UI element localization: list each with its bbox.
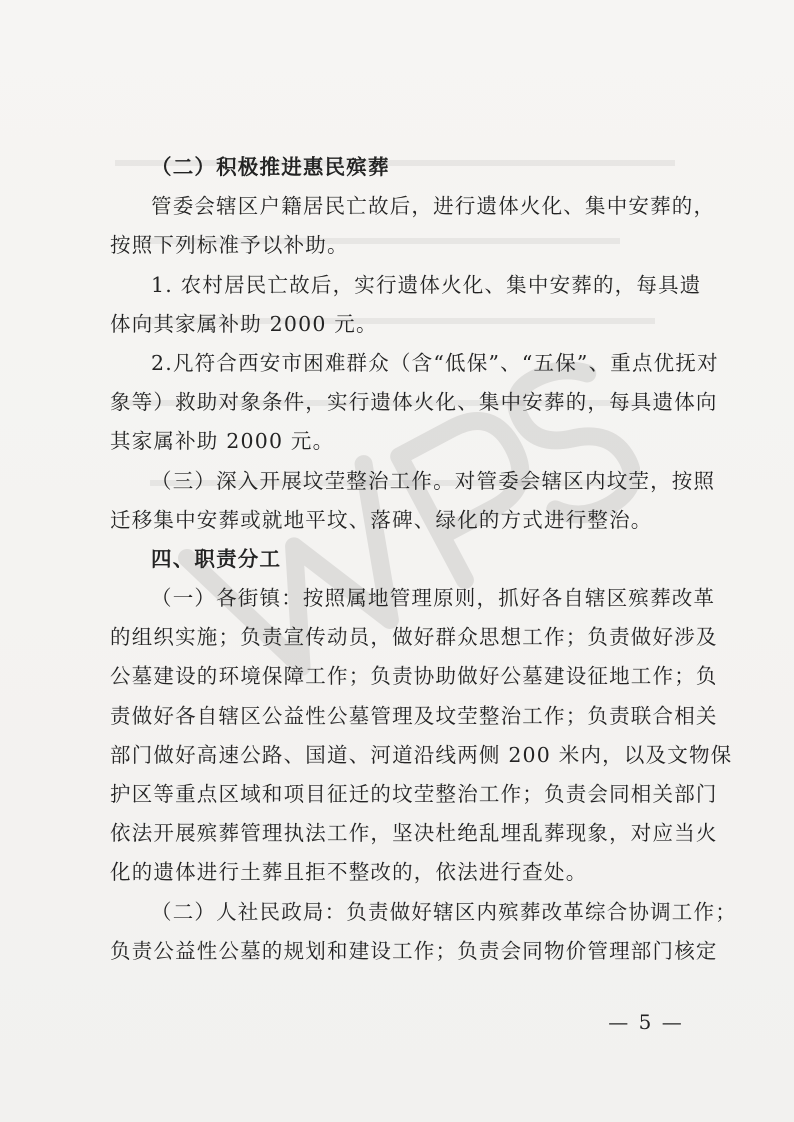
paragraph-line: 按照下列标准予以补助。 bbox=[110, 233, 349, 258]
section-heading-benefit-funeral: （二）积极推进惠民殡葬 bbox=[151, 155, 390, 179]
paragraph-line: 体向其家属补助 2000 元。 bbox=[110, 311, 378, 336]
paragraph-line: （三）深入开展坟茔整治工作。对管委会辖区内坟茔，按照 bbox=[151, 468, 716, 493]
paragraph-line: 迁移集中安葬或就地平坟、落碑、绿化的方式进行整治。 bbox=[110, 507, 653, 532]
paragraph-line: 2.凡符合西安市困难群众（含“低保”、“五保”、重点优抚对 bbox=[151, 350, 719, 375]
paragraph-line: 1. 农村居民亡故后，实行遗体火化、集中安葬的，每具遗 bbox=[151, 272, 702, 297]
paragraph-line: 其家属补助 2000 元。 bbox=[110, 429, 335, 454]
paragraph-line: 依法开展殡葬管理执法工作，坚决杜绝乱埋乱葬现象，对应当火 bbox=[110, 821, 718, 846]
paragraph-line: 负责公益性公墓的规划和建设工作；负责会同物价管理部门核定 bbox=[110, 938, 718, 963]
paragraph-line: （二）人社民政局：负责做好辖区内殡葬改革综合协调工作； bbox=[151, 899, 737, 924]
section-heading-responsibilities: 四、职责分工 bbox=[151, 546, 282, 571]
paragraph-line: 责做好各自辖区公益性公墓管理及坟茔整治工作；负责联合相关 bbox=[110, 703, 718, 728]
document-body bbox=[110, 148, 737, 971]
paragraph-line: 公墓建设的环境保障工作；负责协助做好公墓建设征地工作；负 bbox=[110, 664, 718, 689]
paragraph-line: 化的遗体进行土葬且拒不整改的，依法进行查处。 bbox=[110, 860, 588, 885]
page-number: — 5 — bbox=[608, 1010, 684, 1034]
paragraph-line: （一）各街镇：按照属地管理原则，抓好各自辖区殡葬改革 bbox=[151, 586, 716, 611]
paragraph-line: 的组织实施；负责宣传动员，做好群众思想工作；负责做好涉及 bbox=[110, 625, 718, 650]
paragraph-line: 象等）救助对象条件，实行遗体火化、集中安葬的，每具遗体向 bbox=[110, 390, 718, 415]
paragraph-line: 护区等重点区域和项目征迁的坟茔整治工作；负责会同相关部门 bbox=[110, 782, 718, 806]
paragraph-line: 管委会辖区户籍居民亡故后，进行遗体火化、集中安葬的， bbox=[151, 194, 716, 219]
paragraph-line: 部门做好高速公路、国道、河道沿线两侧 200 米内，以及文物保 bbox=[110, 742, 733, 767]
